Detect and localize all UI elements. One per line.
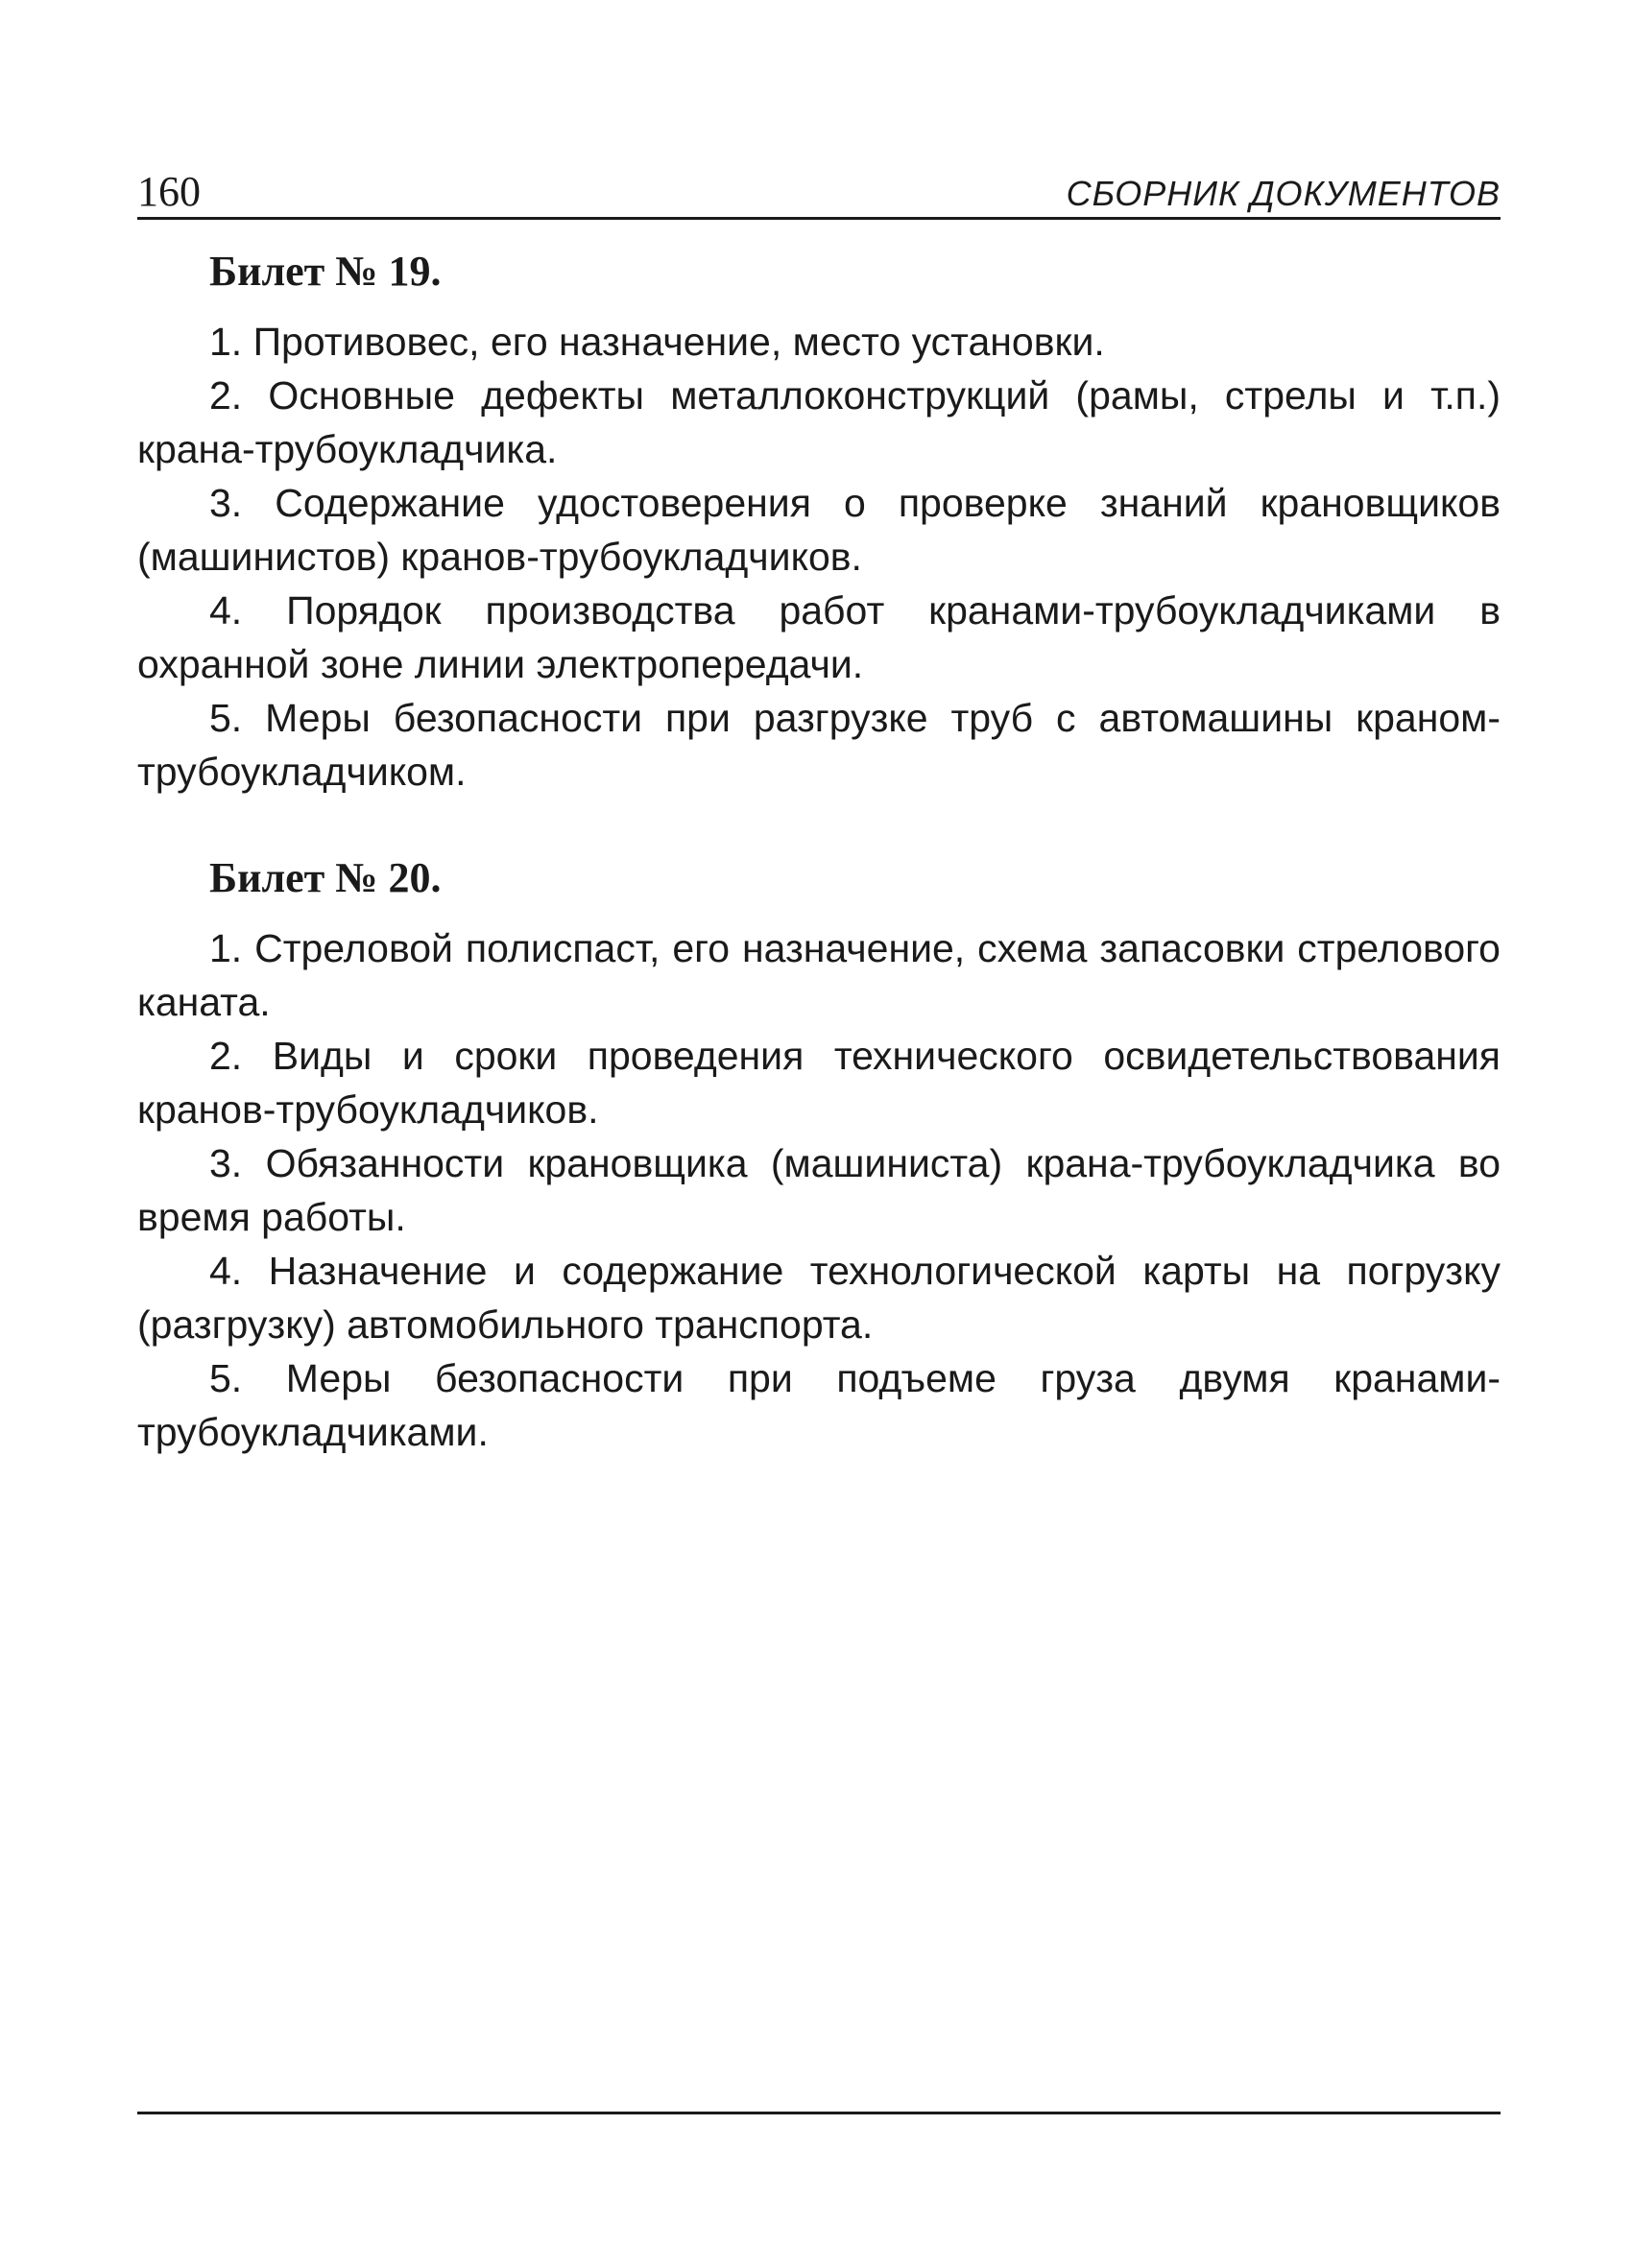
question-item: 2. Основные дефекты металлоконструкций (рамы, стрелы и т.п.) крана-трубоукладчика. [137,373,1501,471]
question-item: 4. Порядок производства работ кранами-трубоукладчиками в охранной зоне линии электропередачи. [137,588,1501,686]
ticket-title: Билет № 19. [209,248,442,295]
ticket-title: Билет № 20. [209,854,442,901]
question-item: 3. Обязанности крановщика (машиниста) крана-трубоукладчика во время работы. [137,1141,1501,1239]
question-item: 2. Виды и сроки проведения технического освидетельствования кранов-трубоукладчиков. [137,1034,1501,1132]
page-header [137,157,1501,220]
ticket-19 [137,242,1501,799]
question-item: 4. Назначение и содержание технологической карты на погрузку (разгрузку) автомобильного транспорта. [137,1249,1501,1347]
page-content [137,242,1501,1459]
ticket-20 [137,848,1501,1459]
question-item: 3. Содержание удостоверения о проверке знаний крановщиков (машинистов) кранов-трубоукладчиков. [137,481,1501,579]
question-item: 5. Меры безопасности при разгрузке труб с автомашины краном-трубоукладчиком. [137,696,1501,794]
page-number: 160 [137,168,201,215]
question-item: 1. Стреловой полиспаст, его назначение, схема запасовки стрелового каната. [137,926,1501,1024]
question-list [137,315,1501,799]
question-list [137,921,1501,1459]
footer-rule [137,2112,1501,2114]
question-item: 5. Меры безопасности при подъеме груза двумя кранами-трубоукладчиками. [137,1356,1501,1454]
running-title: СБОРНИК ДОКУМЕНТОВ [1066,174,1501,213]
question-item: 1. Противовес, его назначение, место установки. [209,320,1105,364]
